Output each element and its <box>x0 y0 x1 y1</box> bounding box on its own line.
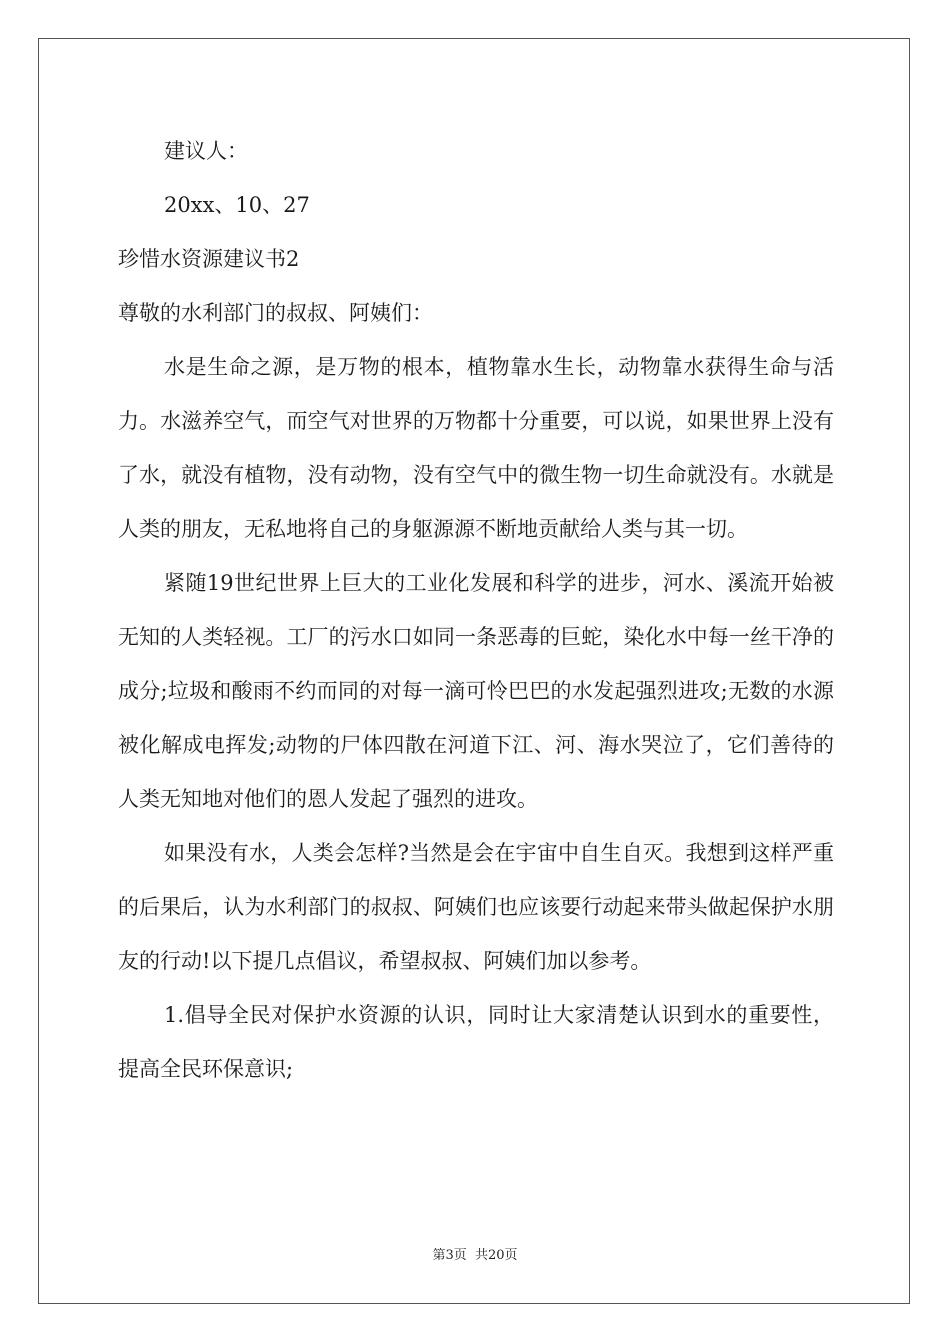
paragraph: 水是生命之源，是万物的根本，植物靠水生长，动物靠水获得生命与活力。水滋养空气，而空气对世界的万物都十分重要，可以说，如果世界上没有了水，就没有植物，没有动物，没有空气中的微生物一切生命就没有。水就是人类的朋友，无私地将自己的身躯源源不断地贡献给人类与其一切。 <box>118 355 834 541</box>
document-date: 20xx、10、27 <box>164 193 310 217</box>
page-footer <box>0 1244 950 1263</box>
page-total: 共20页 <box>474 1248 518 1263</box>
paragraph: 如果没有水，人类会怎样?当然是会在宇宙中自生自灭。我想到这样严重的后果后，认为水利部门的叔叔、阿姨们也应该要行动起来带头做起保护水朋友的行动!以下提几点倡议，希望叔叔、阿姨们加以参考。 <box>118 841 834 973</box>
signature-label: 建议人： <box>164 139 248 163</box>
page-number: 第3页 <box>432 1248 467 1263</box>
paragraph: 1.倡导全民对保护水资源的认识，同时让大家清楚认识到水的重要性，提高全民环保意识; <box>118 1003 834 1081</box>
paragraph: 紧随19世纪世界上巨大的工业化发展和科学的进步，河水、溪流开始被无知的人类轻视。工厂的污水口如同一条恶毒的巨蛇，染化水中每一丝干净的成分;垃圾和酸雨不约而同的对每一滴可怜巴巴的水发起强烈进攻;无数的水源被化解成电挥发;动物的尸体四散在河道下江、河、海水哭泣了，它们善待的人类无知地对他们的恩人发起了强烈的进攻。 <box>118 571 834 811</box>
salutation: 尊敬的水利部门的叔叔、阿姨们： <box>118 301 433 325</box>
document-body <box>118 124 834 1096</box>
document-title: 珍惜水资源建议书2 <box>118 247 300 271</box>
